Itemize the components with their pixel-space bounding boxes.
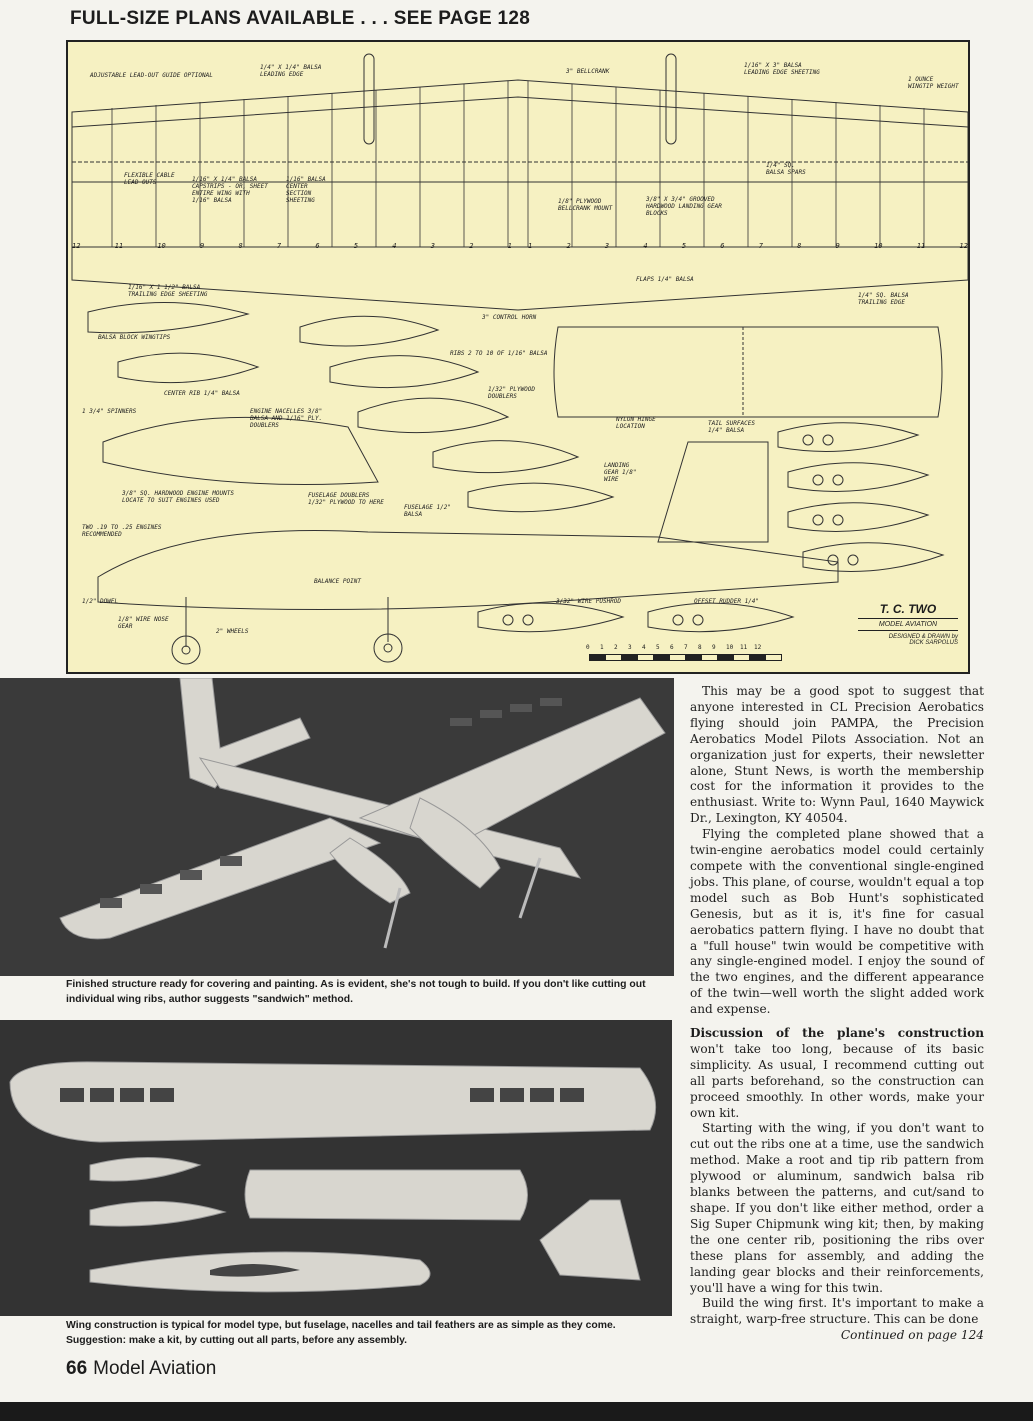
rib-number: 7 — [276, 242, 282, 250]
article-paragraph: This may be a good spot to suggest that anyone interested in CL Precision Aerobatics flying should join PAMPA, the Precision Aerobatics Model Pilots Association. Not an organization just for experts, their newsletter alone, Stunt News, is worth the membership cost for the information it provides to the enthusiast. Write to: Wynn Paul, 1640 Maywick Dr., Lexington, KY 40504. — [690, 684, 984, 826]
plan-drawing — [66, 40, 970, 674]
scale-number: 12 — [754, 644, 762, 651]
scale-number: 7 — [684, 644, 688, 651]
plan-title: T. C. TWO — [858, 602, 958, 619]
plan-label: 1/4" SQ. BALSA TRAILING EDGE — [858, 292, 909, 306]
plan-label: 1/4" X 1/4" BALSA LEADING EDGE — [260, 64, 322, 78]
plan-label: TAIL SURFACES 1/4" BALSA — [708, 420, 755, 434]
plan-label: BALANCE POINT — [314, 578, 361, 585]
plan-label: FUSELAGE DOUBLERS 1/32" PLYWOOD TO HERE — [308, 492, 384, 506]
rib-number: 5 — [353, 242, 359, 250]
rib-number: 12 — [72, 242, 81, 250]
plan-designer: DESIGNED & DRAWN by DICK SARPOLUS — [888, 634, 958, 646]
scale-number: 9 — [712, 644, 716, 651]
plan-label: 1/4" SQ. BALSA SPARS — [766, 162, 806, 176]
plan-label: 1/16" BALSA CENTER SECTION SHEETING — [286, 176, 326, 204]
rib-number: 12 — [959, 242, 968, 250]
photo-finished-structure — [0, 678, 674, 976]
article-paragraph: Flying the completed plane showed that a twin-engine aerobatics model could certainly compete with the conventional single-engined jobs. This plane, of course, wouldn't equal a top model such as Bob Hunt's sophisticated Genesis, but as it is, it's fine for casual aerobatics pattern flying. I have no doubt that a "full house" twin would be competitive with any single-engined model. I enjoy the sound of the two engines, and the different appearance of the twin—well worth the slight added work and expense. — [690, 827, 984, 1017]
scan-edge — [0, 1402, 1033, 1421]
scale-number: 10 — [726, 644, 734, 651]
scale-number: 3 — [628, 644, 632, 651]
plan-label: CENTER RIB 1/4" BALSA — [164, 390, 240, 397]
rib-number: 4 — [643, 242, 648, 250]
rib-number: 6 — [315, 242, 320, 250]
scale-number: 1 — [600, 644, 604, 651]
scale-bar — [590, 654, 782, 661]
parts-photo — [0, 1020, 672, 1316]
plan-label: ENGINE NACELLES 3/8" BALSA AND 1/16" PLY. DOUBLERS — [250, 408, 323, 429]
rib-number: 10 — [157, 242, 166, 250]
rib-number: 4 — [392, 242, 397, 250]
rib-number: 6 — [720, 242, 725, 250]
rib-number: 2 — [566, 242, 571, 250]
paragraph-text: won't take too long, because of its basic simplicity. As usual, I recommend cutting out all parts beforehand, so the construction can proceed smoothly. In other words, make your own kit. — [690, 1041, 984, 1120]
magazine-name: Model Aviation — [93, 1358, 217, 1379]
scale-number: 2 — [614, 644, 618, 651]
plan-linework — [68, 42, 970, 674]
plan-magazine: MODEL AVIATION — [858, 619, 958, 631]
rib-number: 3 — [430, 242, 435, 250]
article-paragraph: Build the wing first. It's important to make a straight, warp-free structure. This can be done — [690, 1296, 984, 1327]
plan-label: 1/16" X 1/4" BALSA CAPSTRIPS - OR, SHEET ENTIRE WING WITH 1/16" BALSA — [192, 176, 268, 204]
rib-numbers-left — [72, 242, 512, 250]
article-paragraph — [690, 1026, 984, 1121]
plan-label: FLAPS 1/4" BALSA — [636, 276, 694, 283]
continued-note: Continued on page 124 — [840, 1328, 984, 1343]
plan-label: FLEXIBLE CABLE LEAD-OUTS — [124, 172, 175, 186]
scale-number: 8 — [698, 644, 702, 651]
rib-number: 7 — [758, 242, 763, 250]
rib-number: 8 — [797, 242, 802, 250]
rib-number: 3 — [604, 242, 610, 250]
plan-label: 1/32" PLYWOOD DOUBLERS — [488, 386, 535, 400]
plan-label: LANDING GEAR 1/8" WIRE — [604, 462, 637, 483]
plan-label: ADJUSTABLE LEAD-OUT GUIDE OPTIONAL — [90, 72, 213, 79]
plan-label: 3/32" WIRE PUSHROD — [556, 598, 622, 605]
section-lead: Discussion of the plane's construction — [690, 1026, 984, 1041]
rib-number: 5 — [681, 242, 687, 250]
plan-label: 3" BELLCRANK — [566, 68, 610, 75]
scale-number: 11 — [740, 644, 748, 651]
scale-number: 6 — [670, 644, 674, 651]
rib-number: 1 — [507, 242, 512, 250]
rib-number: 9 — [835, 242, 840, 250]
rib-number: 11 — [916, 242, 926, 250]
plan-label: BALSA BLOCK WINGTIPS — [98, 334, 171, 341]
scale-number: 4 — [642, 644, 646, 651]
airplane-photo — [0, 678, 674, 976]
plan-label: 3/8" X 3/4" GROOVED HARDWOOD LANDING GEAR BLOCKS — [646, 196, 722, 217]
plans-header: FULL-SIZE PLANS AVAILABLE . . . SEE PAGE 128 — [70, 8, 531, 29]
rib-number: 10 — [874, 242, 883, 250]
page-number: 66 — [66, 1358, 88, 1379]
scale-numbers — [586, 644, 768, 651]
plan-label: FUSELAGE 1/2" BALSA — [404, 504, 451, 518]
plan-label: TWO .19 TO .25 ENGINES RECOMMENDED — [82, 524, 162, 538]
plan-label: 2" WHEELS — [216, 628, 249, 635]
plan-label: 1/16" X 3" BALSA LEADING EDGE SHEETING — [744, 62, 820, 76]
article-paragraph: Starting with the wing, if you don't want to cut out the ribs one at a time, use the sandwich method. Make a root and tip rib pattern from plywood or aluminum, sandwich balsa rib blanks between the patterns, and cut/sand to shape. If you don't like either method, order a Sig Super Chipmunk wing kit; then, by making the one center rib, positioning the ribs over these plans for assembly, and adding the landing gear blocks and their reinforcements, you'll have a wing for this twin. — [690, 1121, 984, 1295]
rib-number: 9 — [200, 242, 205, 250]
rib-number: 2 — [469, 242, 474, 250]
plan-title-block — [858, 602, 958, 646]
plan-label: 1 OUNCE WINGTIP WEIGHT — [908, 76, 959, 90]
photo1-caption: Finished structure ready for covering and painting. As is evident, she's not tough to build. If you don't like cutting out individual wing ribs, author suggests "sandwich" method. — [66, 979, 646, 1005]
plan-label: 1/8" PLYWOOD BELLCRANK MOUNT — [558, 198, 613, 212]
rib-number: 8 — [238, 242, 243, 250]
rib-number: 11 — [114, 242, 124, 250]
plan-label: 1/16" X 1 1/2" BALSA TRAILING EDGE SHEETING — [128, 284, 208, 298]
plan-label: RIBS 2 TO 10 OF 1/16" BALSA — [450, 350, 548, 357]
plan-label: 1/2" DOWEL — [82, 598, 119, 605]
page-footer — [66, 1358, 216, 1380]
plan-label: 1 3/4" SPINNERS — [82, 408, 137, 415]
rib-numbers-right — [528, 242, 968, 250]
article-column — [690, 684, 984, 1344]
rib-number: 1 — [528, 242, 533, 250]
scale-number: 5 — [656, 644, 660, 651]
plan-label: NYLON HINGE LOCATION — [616, 416, 656, 430]
plan-label: OFFSET RUDDER 1/4" — [694, 598, 760, 605]
scale-number: 0 — [586, 644, 590, 651]
photo-wing-construction — [0, 1020, 672, 1316]
photo2-caption: Wing construction is typical for model type, but fuselage, nacelles and tail feathers are as simple as they come. Suggestion: make a kit, by cutting out all parts, before any assembly. — [66, 1320, 616, 1346]
plan-label: 3" CONTROL HORN — [482, 314, 537, 321]
plan-label: 1/8" WIRE NOSE GEAR — [118, 616, 169, 630]
plan-label: 3/8" SQ. HARDWOOD ENGINE MOUNTS LOCATE TO SUIT ENGINES USED — [122, 490, 234, 504]
